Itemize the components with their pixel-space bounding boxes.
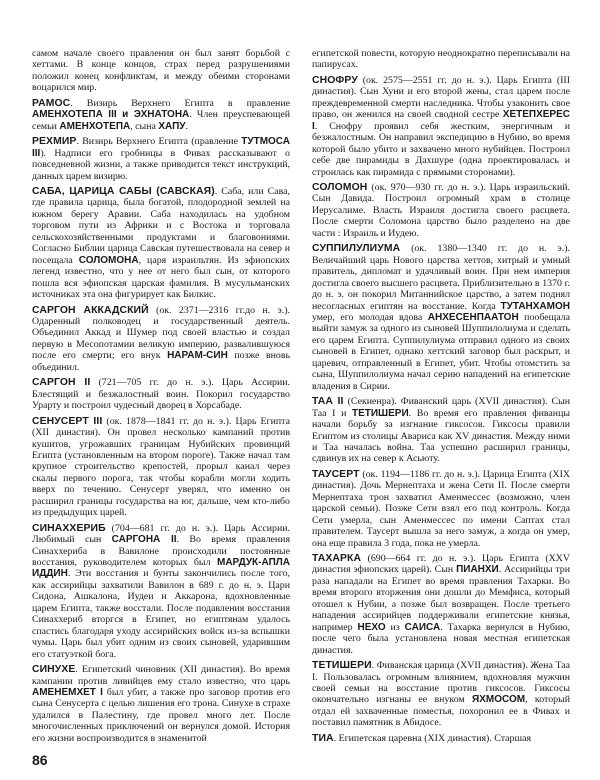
entry-text [32,377,290,411]
entry-body: . Египетский чиновник (XII династия). Во время кампании против ливийцев ему стало известно, что царь [32,664,290,687]
page-number: 86 [32,752,48,768]
entry-body: (Секиенра). Фиванский царь (XVII династия). Сын Таа I и [312,396,570,419]
entry-body: . Во время правления Синаххериба в Вавилоне происходили постоянные восстания, руководителем которых был [32,534,290,569]
continued-text: самом начале своего правления он был занят борьбой с хеттами. В конце концов, страх перед разрушениями положил конец конфликтам, и между обеими сторонами воцарился мир. [32,48,290,94]
dictionary-entry [32,523,290,660]
entry-headword: САРГОН II [32,377,91,389]
cross-reference: ТУТАНХАМОН [500,300,570,312]
entry-headword: СНОФРУ [312,74,358,86]
entry-headword: ТИА [312,732,334,744]
cross-reference: ПИАНХИ [456,564,499,576]
entry-headword: ТАХАРКА [312,553,362,565]
entry-text [312,182,570,239]
entry-body: . Визирь Верхнего Египта в правление [70,97,290,109]
entry-headword: СЕНУСЕРТ III [32,415,103,427]
cross-reference: ЯХМОСОМ [472,694,526,706]
continued-text: египетской повести, которую неоднократно переписывали на папирусах. [312,48,570,71]
entry-body: (ок. 2371—2316 гг.до н. э.). Одаренный полководец и государственный деятель. Объединил Аккад и Шумер под своей властью и создал первую в Месопотамии великую империю, развалившуюся после его смерти; его внук [32,304,290,362]
cross-reference: СОЛОМОНА [78,254,139,266]
cross-reference: САРГОНА II [111,534,177,546]
right-column [312,48,570,748]
cross-reference: МАРДУК-АПЛА ИДДИН [32,557,290,580]
cross-reference: АМЕНЕМХЕТ I [32,687,103,699]
cross-reference: ТУТМОСА III [32,136,290,159]
cross-reference: ТЕТИШЕРИ [351,407,409,419]
dictionary-entry [312,243,570,392]
dictionary-entry [312,553,570,656]
entry-body: , который отдал ей захваченные поместья, похоронил ее в Фивах и поставил памятник в Абидосе. [312,694,570,729]
entry-text [32,416,290,519]
cross-reference: САИСА [404,621,441,633]
entry-body: . Снофру проявил себя жестким, энергичным и безжалостным. Он направил экспедицию в Нубию, во время которой было убито и захвачено много нубийцев. Построил себе две пирамиды в Дахшуре (одна проектировалась и строилась как пирамида с прямыми сторонами). [312,120,570,178]
entry-headword: РЕХМИР [32,136,77,148]
entry-text [32,186,290,301]
dictionary-entry [312,75,570,178]
entry-body: . Ассирийцы три раза нападали на Египет во время правления Тахарки. Во время второго вторжения они дошли до Мемфиса, который отошел к Нубии, а позже был возвращен. После третьего нападения ассирийцев поддерживали египетские князья, например [312,564,570,633]
dictionary-entry [312,660,570,729]
entry-text [312,553,570,656]
entry-text [32,305,290,374]
entry-body: . Египетская царевна (XIX династия). Старшая [333,732,532,744]
entry-headword: САБА, ЦАРИЦА САБЫ (САВСКАЯ) [32,185,215,197]
dictionary-entry [32,664,290,744]
entry-body: . Саба, или Сава, где правила царица, была богатой, плодородной землей на южном берегу Аравии. Саба находилась на удобном торговом пути из Африки и с Востока и торговала сельскохозяйственными продуктами и благовониями. Согласно Библии царица Савская путешествовала на север и посещала [32,185,290,266]
entry-text [312,243,570,392]
entry-body: был убит, а также про заговор против его сына Сенусерта с целью лишения его трона. Синухе в страхе удалился в Палестину, где провел много лет. После многочисленных приключений он вернулся домой. История его жизни воспроизводится в знаменитой [32,687,291,744]
entry-text [312,75,570,178]
entry-body: (ок. 1878—1841 гг. до н. э.). Царь Египта (XII династия). Он провел несколько кампаний против кушитов, угрожавших границам Нубийских провинций Египта (установленным на втором пороге). Также начал там крупное строительство крепостей, прорыл канал через скалы первого порога, так чтобы корабли могли ходить вверх по течению. Сенусерт уверял, что именно он расширил границы государства на юг, дальше, чем кто-либо из предыдущих царей. [32,415,290,519]
entry-headword: СУППИЛУЛИУМА [312,243,401,255]
dictionary-entry [32,98,290,132]
dictionary-entry [32,305,290,374]
cross-reference: НАРАМ-СИН [167,350,228,362]
entry-text [312,396,570,465]
dictionary-entry [32,377,290,411]
cross-reference: ХАПУ [158,120,186,132]
dictionary-entry [32,186,290,301]
dictionary-entry [312,182,570,239]
entry-body: (690—664 гг. до н. э.). Царь Египта (XXV династия эфиопских царей). Сын [312,553,570,576]
entry-headword: ТАУСЕРТ [312,468,360,480]
entry-body: , сына [130,120,159,132]
entry-body: . Эти восстания и бунты закончились после того, как ассирийцы захватили Вавилон в 689 г. до н. э. Цари Сидона, Ашкалона, Иудеи и Аккарона, вдохновленные царем Египта, также восстали. После подавления восстания Синаххериб вторгся в Египет, но египтянам удалось спастись благодаря уходу ассирийских войск из-за вспышки чумы. Царь был убит одним из своих сыновей, ударившим его статуэткой бога. [32,568,290,660]
entry-text [32,523,290,660]
entry-headword: РАМОС [32,97,71,109]
entry-headword: ТАА II [312,396,344,408]
entry-body: умер, его молодая вдова [312,311,428,323]
entry-body: . Член преуспевающей семьи [32,109,290,132]
entry-text [312,660,570,729]
entry-text [32,98,290,132]
entry-body: из [385,621,405,633]
entry-headword: САРГОН АККАДСКИЙ [32,304,149,316]
cross-reference: НЕХО [357,621,386,633]
entry-body: (721—705 гг. до н. э.). Царь Ассирии. Блестящий и безжалостный воин. Покорил государство Урарту и построил чудесный дворец в Хорсабаде. [32,377,290,412]
entry-body: (ок. 2575—2551 гг. до н. э.). Царь Египта (III династия). Сын Хуни и его второй жены, стал царем после преждевременной смерти наследника. Чтобы узаконить свое право, он женился на своей сводной сестре [312,74,570,121]
cross-reference: ХЕТЕПХЕРЕС I [312,109,570,132]
entry-body: ). Надписи его гробницы в Фивах рассказывают о повседневной жизни, а также приводится текст инструкций, данных царем визирю. [32,147,290,182]
entry-body: (ок. 1194—1186 гг. до н. э.). Царица Египта (XIX династия). Дочь Мернептаха и жена Сети II. После смерти Мернептаха трон захватил Аменмессес (возможно, член царской семьи). Позже Сети взял его под контроль. Когда Сети умерла, сын Аменмессес по имени Саптах стал правителем. Таусерт вышла за него замуж, а когда он умер, она еще правила 3 года, пока не умерла. [312,468,570,549]
entry-body: . Фиванская царица (XVII династия). Жена Таа I. Пользовалась огромным влиянием, вдохновляя мужчин своей семьи на восстание против гиксосов. Гиксосы окончательно изгнаны ее внуком [312,660,570,706]
entry-text [312,469,570,549]
entry-body: , царя израильтян. Из эфиопских легенд известно, что у нее от него был сын, от которого пошла вся эфиопская царская фамилия. В мусульманских источниках эта она фигурирует как Билкис. [32,254,290,301]
dictionary-entry [32,136,290,182]
entry-body: (ок. 970—930 гг. до н. э.). Царь израильский. Сын Давида. Построил огромный храм в столице Иерусалиме. Власть Израиля достигла своего расцвета. После смерти Соломона царство было разделено на две части : Израиль и Иудею. [312,181,570,239]
entry-body: . Визирь Верхнего Египта (правление [76,136,242,148]
left-column [32,48,290,748]
entry-body: . Тахарка вернулся в Нубию, после чего была установлена новая местная египетская династия. [312,621,570,656]
dictionary-entry [312,733,570,744]
entry-body: (ок. 1380—1340 гг. до н. э.). Величайший царь Нового царства хеттов, хитрый и умный правитель, дипломат и удачливый воин. При нем империя достигла своего высшего расцвета. Приблизительно в 1370 г. до н. э. он покорил Митаннийское царство, а затем поднял несогласных египтян на восстание. Когда [312,243,570,312]
cross-reference: АМЕНХОТЕПА [59,120,131,132]
entry-body: . [185,120,188,132]
entry-body: (704—681 гг. до н. э.). Царь Ассирии. Любимый сын [32,522,290,546]
cross-reference: АНХЕСЕНПААТОН [427,311,519,323]
entry-text [32,664,290,744]
entry-headword: СИНАХХЕРИБ [32,522,106,534]
cross-reference: АМЕНХОТЕПА III и ЭХНАТОНА [32,109,190,121]
entry-text [32,136,290,182]
entry-text [312,733,570,744]
entry-headword: ТЕТИШЕРИ [312,660,372,672]
entry-body: . Во время его правления фиванцы начали борьбу за изгнание гиксосов. Гиксосы правили Египтом из столицы Авариса как XV династия. Между ними и Таа началась война. Таа успешно расширил границы, сдвинув их на север к Асьюту. [312,407,570,465]
dictionary-entry [312,469,570,549]
entry-headword: СОЛОМОН [312,181,368,193]
entry-body: пообещала выйти замуж за одного из сыновей Шуппилолиума и сделать его царем Египта. Суппилулиума отправил одного из своих сыновей в Египет, однако хеттский заговор был раскрыт, и царевич, отправленный в Египет, убит. Чтобы отомстить за сына, Шуппилолиума начал серию нападений на египетские владения в Сирии. [312,311,570,392]
entry-headword: СИНУХЕ [32,664,76,676]
dictionary-entry [312,396,570,465]
entry-body: позже вновь объединил. [32,350,290,373]
dictionary-entry [32,416,290,519]
